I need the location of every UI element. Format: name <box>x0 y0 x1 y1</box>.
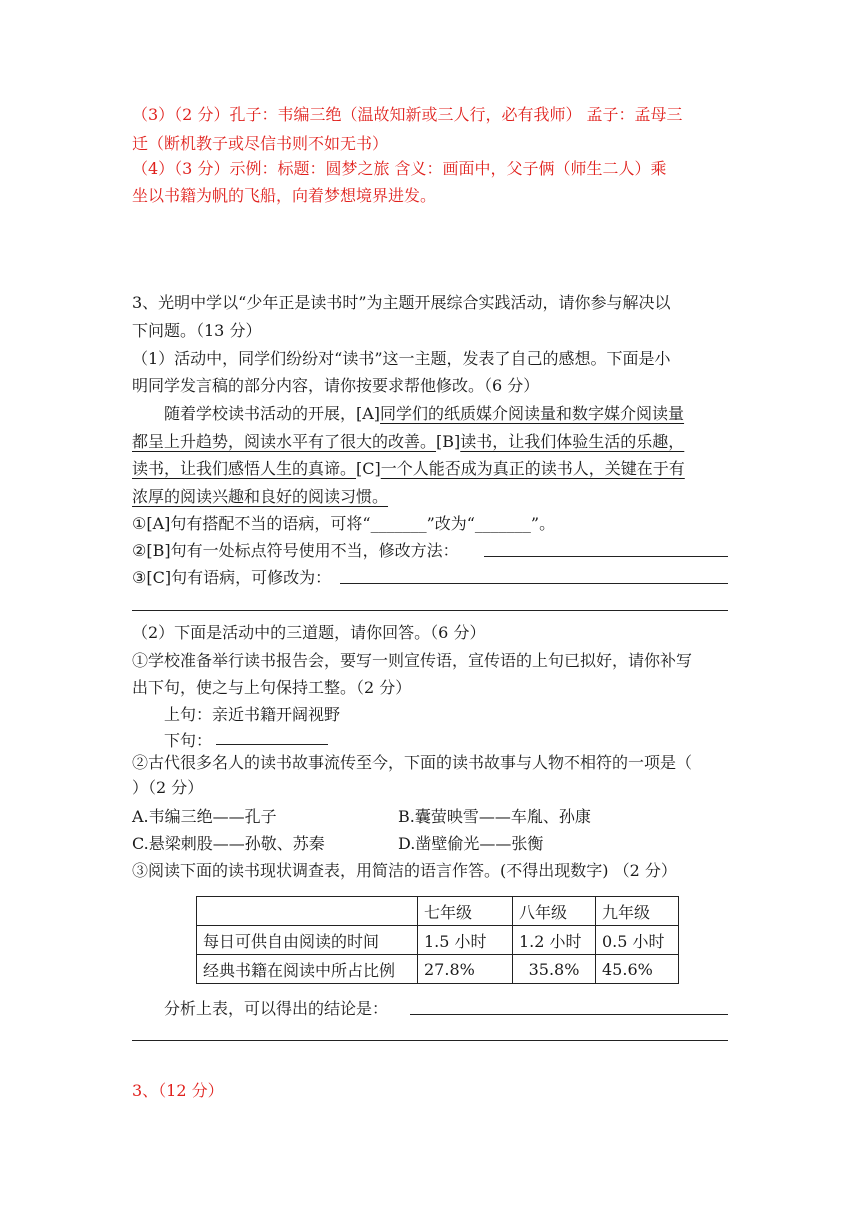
passage-line1 <box>164 401 764 427</box>
passage-underlined: 一个人能否成为真正的读书人，关键在于有 <box>380 459 685 478</box>
table-header-cell: 七年级 <box>418 897 513 926</box>
answer-3-line2: 迁（断机教子或尽信书则不如无书） <box>132 134 389 153</box>
table-cell: 27.8% <box>418 955 513 984</box>
option-b[interactable]: B.囊萤映雪——车胤、孙康 <box>398 807 591 826</box>
option-a[interactable]: A.韦编三绝——孔子 <box>132 807 277 826</box>
answer-3-line1: （3）（2 分）孔子：韦编三绝（温故知新或三人行，必有我师） 孟子：孟母三 <box>132 105 683 124</box>
answer-4-line2: 坐以书籍为帆的飞船，向着梦想境界进发。 <box>132 186 437 205</box>
table-cell: 每日可供自由阅读的时间 <box>197 926 418 955</box>
slogan-upper: 上句：亲近书籍开阔视野 <box>164 705 341 724</box>
answer-blank-b[interactable] <box>484 556 728 557</box>
passage-text: 随着学校读书活动的开展，[A] <box>164 404 381 423</box>
passage-line4 <box>132 484 732 510</box>
subquestion-b: ②[B]句有一处标点符号使用不当，修改方法： <box>132 541 459 560</box>
passage-underlined: 读书，让我们体验生活的乐趣， <box>460 432 685 451</box>
table-cell: 1.5 小时 <box>418 926 513 955</box>
table-row <box>197 955 679 984</box>
survey-question: ③阅读下面的读书现状调查表，用简洁的语言作答。(不得出现数字) （2 分） <box>132 861 677 880</box>
answer-4-line1: （4）（3 分）示例：标题：圆梦之旅 含义：画面中，父子俩（师生二人）乘 <box>132 159 667 178</box>
question-intro-line2: 下问题。（13 分） <box>132 321 262 340</box>
table-cell: 1.2 小时 <box>513 926 596 955</box>
table-cell: 经典书籍在阅读中所占比例 <box>197 955 418 984</box>
answer-blank-c2[interactable] <box>132 610 728 611</box>
passage-underlined: 浓厚的阅读兴趣和良好的阅读习惯。 <box>132 487 389 506</box>
part1-line1: （1）活动中，同学们纷纷对“读书”这一主题，发表了自己的感想。下面是小 <box>132 349 671 368</box>
table-header-cell <box>197 897 418 926</box>
survey-table <box>196 896 679 984</box>
passage-marker: [C] <box>356 459 381 478</box>
passage-underlined: 同学们的纸质媒介阅读量和数字媒介阅读量 <box>380 404 685 423</box>
table-cell: 45.6% <box>596 955 679 984</box>
table-header-cell: 八年级 <box>513 897 596 926</box>
slogan-blank[interactable] <box>216 744 328 745</box>
question-intro-line1: 3、光明中学以“少年正是读书时”为主题开展综合实践活动，请你参与解决以 <box>132 293 671 312</box>
subquestion-a: ①[A]句有搭配不当的语病，可将“_______”改为“_______”。 <box>132 514 556 533</box>
option-c[interactable]: C.悬梁刺股——孙敬、苏秦 <box>132 834 325 853</box>
table-cell: 35.8% <box>513 955 596 984</box>
passage-underlined: 读书，让我们感悟人生的真谛。 <box>132 459 357 478</box>
slogan-question-line1: ①学校准备举行读书报告会，要写一则宣传语，宣传语的上句已拟好，请你补写 <box>132 651 693 670</box>
conclusion-prompt: 分析上表，可以得出的结论是： <box>164 999 389 1018</box>
slogan-lower: 下句： <box>164 731 213 750</box>
part1-line2: 明同学发言稿的部分内容，请你按要求帮他修改。（6 分） <box>132 376 540 395</box>
answer-3-heading: 3、（12 分） <box>132 1081 224 1100</box>
passage-underlined: 都呈上升趋势，阅读水平有了很大的改善。 <box>132 432 437 451</box>
option-d[interactable]: D.凿壁偷光——张衡 <box>398 834 544 853</box>
passage-marker: [B] <box>436 432 461 451</box>
answer-blank-c[interactable] <box>340 583 728 584</box>
table-cell: 0.5 小时 <box>596 926 679 955</box>
conclusion-blank[interactable] <box>410 1014 728 1015</box>
passage-line2 <box>132 429 732 455</box>
slogan-question-line2: 出下句，使之与上句保持工整。（2 分） <box>132 678 412 697</box>
story-question-line1: ②古代很多名人的读书故事流传至今，下面的读书故事与人物不相符的一项是（ <box>132 753 693 772</box>
story-question-line2: ）（2 分） <box>132 778 204 797</box>
table-header-cell: 九年级 <box>596 897 679 926</box>
subquestion-c: ③[C]句有语病，可修改为： <box>132 568 332 587</box>
table-row <box>197 926 679 955</box>
table-header-row <box>197 897 679 926</box>
part2-heading: （2）下面是活动中的三道题，请你回答。（6 分） <box>132 623 486 642</box>
conclusion-blank-2[interactable] <box>132 1040 728 1041</box>
passage-line3 <box>132 456 732 482</box>
